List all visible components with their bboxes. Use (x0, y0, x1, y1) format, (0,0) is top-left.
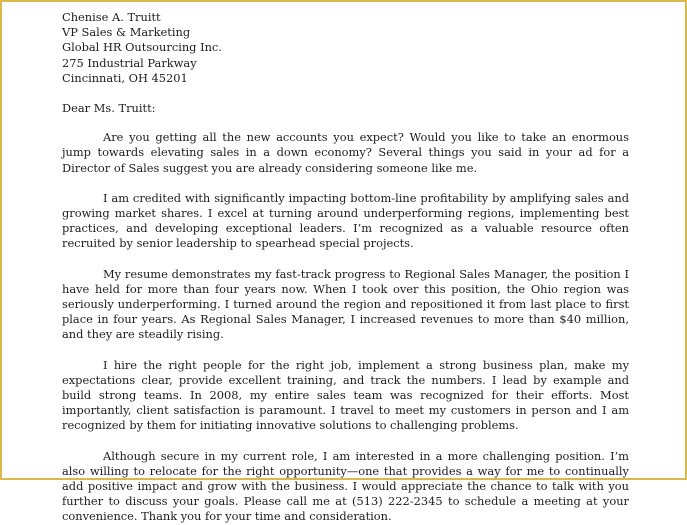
paragraph-intro: Are you getting all the new accounts you expect? Would you like to take an enormous jump towards elevating sales in a down economy? Several things you said in your ad for a Director of Sales suggest you are already considering someone like me. (62, 130, 629, 175)
recipient-title: VP Sales & Marketing (62, 25, 191, 40)
salutation: Dear Ms. Truitt: (62, 101, 156, 116)
paragraph-closing: Although secure in my current role, I am interested in a more challenging position. I’m also willing to relocate for the right opportunity—one that provides a way for me to continually add positive impact and grow with the business. I would appreciate the chance to talk with you further to discuss your goals. Please call me at (513) 222-2345 to schedule a meeting at your convenience. Thank you for your time and consideration. (62, 448, 629, 524)
recipient-address-block (62, 10, 629, 86)
recipient-company: Global HR Outsourcing Inc. (62, 40, 222, 55)
recipient-city: Cincinnati, OH 45201 (62, 70, 188, 85)
recipient-name: Chenise A. Truitt (62, 10, 161, 24)
paragraph-credentials: I am credited with significantly impacting bottom-line profitability by amplifying sales and growing market shares. I excel at turning around underperforming regions, implementing best practices, and developing exceptional leaders. I’m recognized as a valuable resource often recruited by senior leadership to spearhead special projects. (62, 190, 629, 251)
letter-body (62, 10, 629, 525)
paragraph-experience: My resume demonstrates my fast-track progress to Regional Sales Manager, the position I have held for more than four years now. When I took over this position, the Ohio region was seriously underperforming. I turned around the region and repositioned it from last place to first place in four years. As Regional Sales Manager, I increased revenues to more than $40 million, and they are steadily rising. (62, 266, 629, 342)
recipient-street: 275 Industrial Parkway (62, 55, 197, 70)
paragraph-leadership: I hire the right people for the right job, implement a strong business plan, make my expectations clear, provide excellent training, and track the numbers. I lead by example and build strong teams. In 2008, my entire sales team was recognized for their efforts. Most importantly, client satisfaction is paramount. I travel to meet my customers in person and I am recognized by them for initiating innovative solutions to challenging problems. (62, 357, 629, 433)
